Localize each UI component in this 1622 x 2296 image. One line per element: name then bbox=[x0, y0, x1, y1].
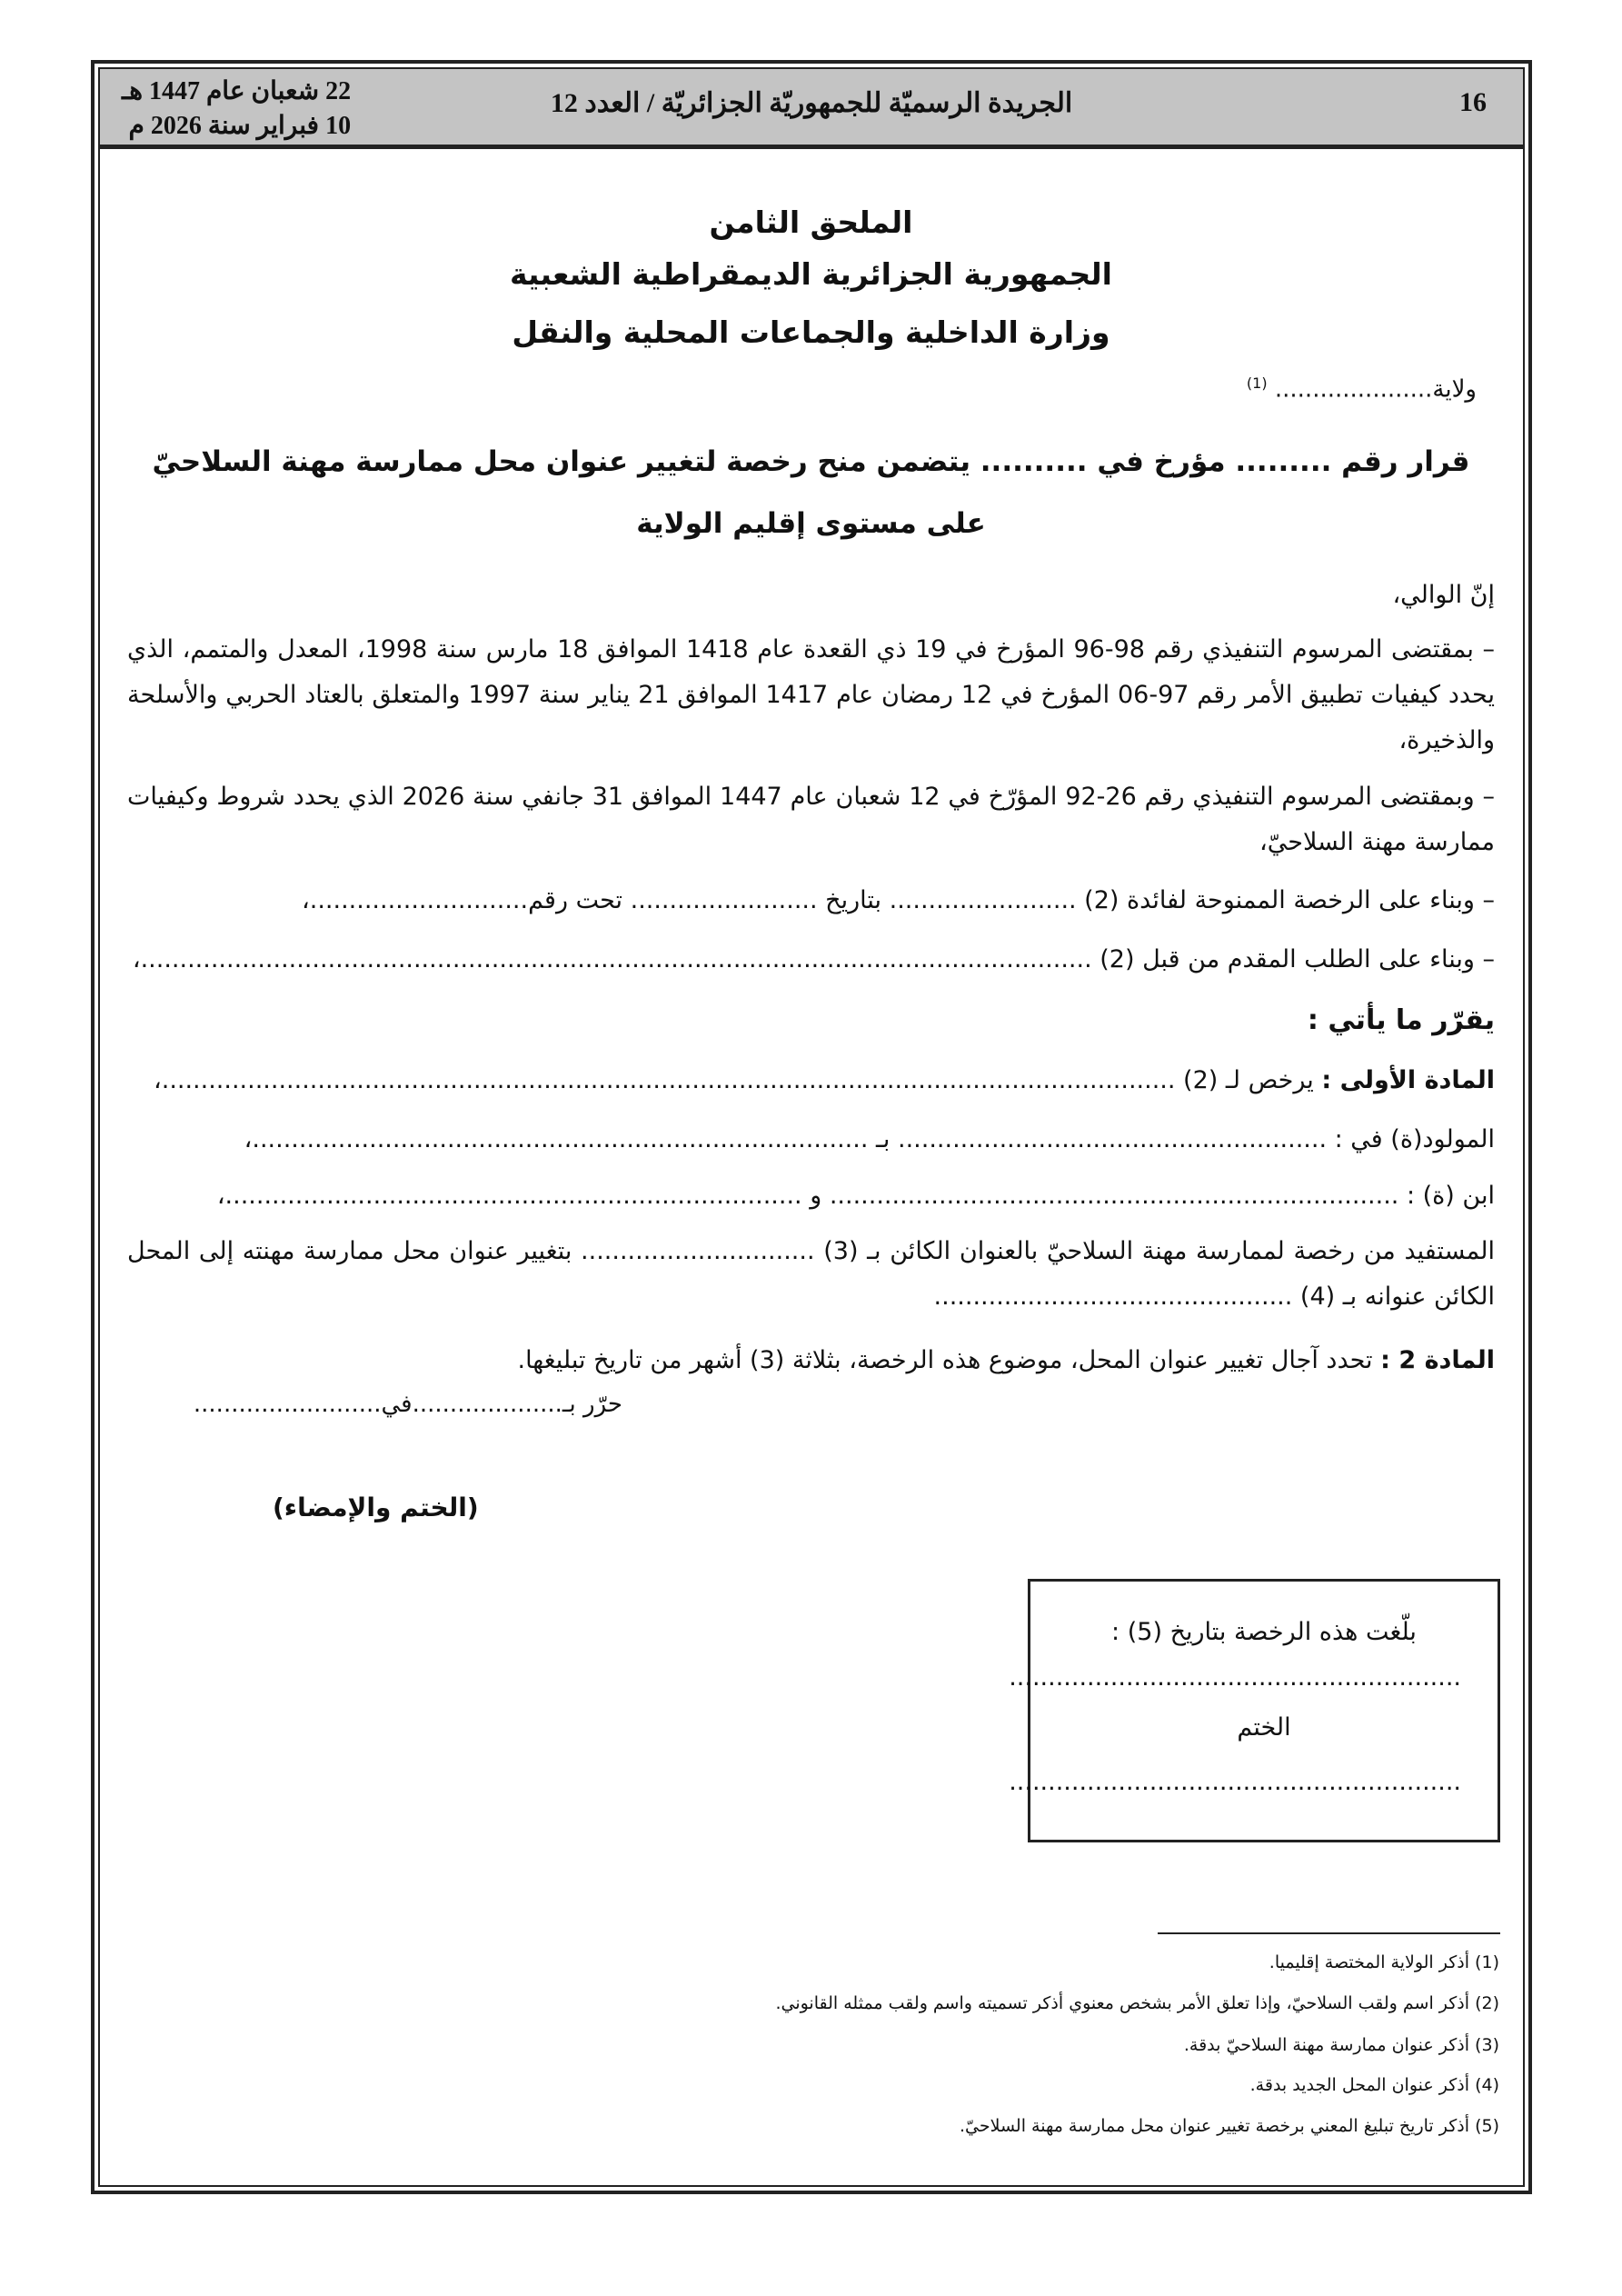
article-1-text: يرخص لـ (2) ..................................................................................................................................، bbox=[154, 1066, 1314, 1094]
decides-heading: يقرّر ما يأتي : bbox=[1307, 1004, 1495, 1036]
article-1-label: المادة الأولى : bbox=[1321, 1066, 1495, 1094]
date-hijri: 22 شعبان عام 1447 هـ bbox=[122, 77, 352, 105]
wali-line: إنّ الوالي، bbox=[1392, 581, 1495, 609]
preamble-4: – وبناء على الطلب المقدم من قبل (2) ..........................................................................................................................، bbox=[132, 945, 1495, 973]
article-2-text: تحدد آجال تغيير عنوان المحل، موضوع هذه الرخصة، بثلاثة (3) أشهر من تاريخ تبليغها. bbox=[517, 1346, 1373, 1374]
gazette-title: الجريدة الرسميّة للجمهوريّة الجزائريّة / العدد 12 bbox=[550, 88, 1073, 118]
article-2 bbox=[127, 1338, 1495, 1383]
seal-signature: (الختم والإمضاء) bbox=[273, 1492, 479, 1522]
parent-line: ابن (ة) : ......................................................................... و ..........................................................................، bbox=[216, 1182, 1495, 1210]
issue-date bbox=[122, 75, 351, 144]
preamble-3: – وبناء على الرخصة الممنوحة لفائدة (2) ........................ بتاريخ ........................ تحت رقم............................، bbox=[302, 886, 1495, 914]
seal-dots: .......................................................... bbox=[1009, 1768, 1461, 1796]
notification-box bbox=[1009, 1579, 1500, 1842]
preamble-2: – وبمقتضى المرسوم التنفيذي رقم 26-92 المؤرّخ في 12 شعبان عام 1447 الموافق 31 جانفي سنة 2026 الذي يحدد شروط وكيفيات ممارسة مهنة السلاحيّ، bbox=[127, 783, 1495, 856]
footnote-divider bbox=[1158, 1932, 1500, 1934]
annex-title: الملحق الثامن bbox=[709, 205, 913, 240]
done-at-line: حرّر بـ....................في......................... bbox=[193, 1391, 622, 1418]
notified-label: بلّغت هذه الرخصة بتاريخ (5) : bbox=[1111, 1618, 1417, 1646]
wilaya-line bbox=[1247, 374, 1477, 404]
born-line: المولود(ة) في : ....................................................... بـ ...............................................................................، bbox=[244, 1125, 1495, 1153]
footnote: (3) أذكر عنوان ممارسة مهنة السلاحيّ بدقة. bbox=[1183, 2035, 1499, 2055]
footnote-ref: (1) bbox=[1246, 374, 1268, 392]
date-gregorian: 10 فبراير سنة 2026 م bbox=[128, 112, 352, 140]
footnote: (4) أذكر عنوان المحل الجديد بدقة. bbox=[1249, 2075, 1499, 2095]
footnote: (1) أذكر الولاية المختصة إقليميا. bbox=[1269, 1952, 1499, 1972]
footnote: (5) أذكر تاريخ تبليغ المعني برخصة تغيير عنوان محل ممارسة مهنة السلاحيّ. bbox=[960, 2116, 1499, 2136]
notified-dots: .......................................................... bbox=[1009, 1663, 1461, 1692]
beneficiary-text: المستفيد من رخصة لممارسة مهنة السلاحيّ بالعنوان الكائن بـ (3) .............................. بتغيير عنوان محل ممارسة مهنته إلى المحل الكائن عنوانه بـ (4) .............................................. bbox=[127, 1237, 1495, 1311]
republic-title: الجمهورية الجزائرية الديمقراطية الشعبية bbox=[510, 256, 1112, 292]
article-2-label: المادة 2 : bbox=[1380, 1346, 1495, 1374]
seal-label: الختم bbox=[1237, 1713, 1291, 1742]
gazette-header bbox=[100, 69, 1523, 149]
wilaya-text: ولاية..................... bbox=[1274, 375, 1477, 404]
decision-title-2: على مستوى إقليم الولاية bbox=[636, 507, 986, 540]
page-number: 16 bbox=[1459, 87, 1487, 117]
preamble-1: – بمقتضى المرسوم التنفيذي رقم 98-96 المؤرخ في 19 ذي القعدة عام 1418 الموافق 18 مارس سنة 1998، المعدل والمتمم، الذي يحدد كيفيات تطبيق الأمر رقم 97-06 المؤرخ في 12 رمضان عام 1417 الموافق 21 يناير سنة 1997 والمتعلق بالعتاد الحربي والأسلحة والذخيرة، bbox=[127, 635, 1495, 754]
article-1 bbox=[127, 1058, 1495, 1103]
ministry-title: وزارة الداخلية والجماعات المحلية والنقل bbox=[512, 314, 1110, 350]
decision-title: قرار رقم ......... مؤرخ في .......... يتضمن منح رخصة لتغيير عنوان محل ممارسة مهنة السلاحيّ bbox=[152, 445, 1470, 478]
footnote: (2) أذكر اسم ولقب السلاحيّ، وإذا تعلق الأمر بشخص معنوي أذكر تسميته واسم ولقب ممثله القانوني. bbox=[775, 1993, 1499, 2013]
